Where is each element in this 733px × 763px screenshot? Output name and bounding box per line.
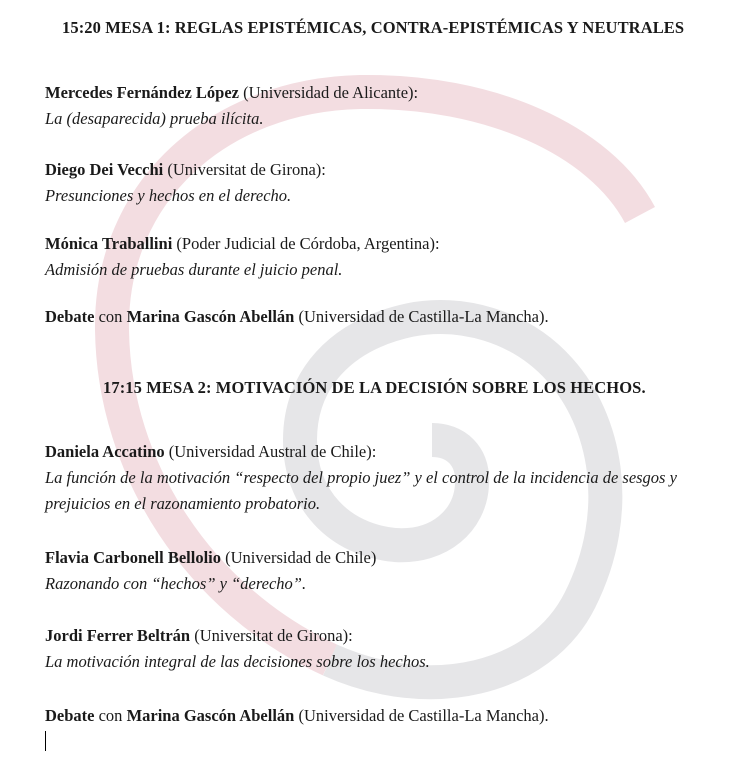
debate-label: Debate bbox=[45, 307, 95, 326]
talk-entry bbox=[45, 80, 715, 132]
debate-connector: con bbox=[94, 706, 127, 725]
speaker-affiliation: (Universitat de Girona): bbox=[190, 626, 353, 645]
moderator-name: Marina Gascón Abellán bbox=[126, 307, 295, 326]
debate-line bbox=[45, 304, 715, 330]
speaker-name: Daniela Accatino bbox=[45, 442, 165, 461]
speaker-affiliation: (Universitat de Girona): bbox=[163, 160, 326, 179]
speaker-name: Flavia Carbonell Bellolio bbox=[45, 548, 221, 567]
moderator-affiliation: (Universidad de Castilla-La Mancha). bbox=[294, 307, 549, 326]
debate-label: Debate bbox=[45, 706, 95, 725]
debate-connector: con bbox=[94, 307, 127, 326]
speaker-name: Diego Dei Vecchi bbox=[45, 160, 164, 179]
talk-title: La motivación integral de las decisiones sobre los hechos. bbox=[45, 652, 430, 671]
talk-entry bbox=[45, 231, 715, 283]
talk-entry bbox=[45, 439, 715, 517]
speaker-affiliation: (Poder Judicial de Córdoba, Argentina): bbox=[172, 234, 440, 253]
talk-title: Presunciones y hechos en el derecho. bbox=[45, 186, 292, 205]
talk-title: Razonando con “hechos” y “derecho”. bbox=[45, 574, 307, 593]
talk-entry bbox=[45, 157, 715, 209]
talk-entry bbox=[45, 623, 715, 675]
debate-line bbox=[45, 703, 715, 729]
talk-entry bbox=[45, 545, 715, 597]
speaker-name: Mónica Traballini bbox=[45, 234, 173, 253]
moderator-name: Marina Gascón Abellán bbox=[126, 706, 295, 725]
talk-title: Admisión de pruebas durante el juicio penal. bbox=[45, 260, 343, 279]
text-cursor[interactable] bbox=[45, 731, 46, 751]
speaker-name: Mercedes Fernández López bbox=[45, 83, 239, 102]
speaker-name: Jordi Ferrer Beltrán bbox=[45, 626, 191, 645]
session-2-heading: 17:15 MESA 2: MOTIVACIÓN DE LA DECISIÓN SOBRE LOS HECHOS. bbox=[103, 378, 646, 397]
speaker-affiliation: (Universidad de Chile) bbox=[221, 548, 377, 567]
talk-title: La función de la motivación “respecto del propio juez” y el control de la incidencia de sesgos y prejuicios en el razonamiento probatorio. bbox=[45, 468, 677, 513]
speaker-affiliation: (Universidad Austral de Chile): bbox=[164, 442, 377, 461]
moderator-affiliation: (Universidad de Castilla-La Mancha). bbox=[294, 706, 549, 725]
talk-title: La (desaparecida) prueba ilícita. bbox=[45, 109, 264, 128]
session-1-heading: 15:20 MESA 1: REGLAS EPISTÉMICAS, CONTRA-EPISTÉMICAS Y NEUTRALES bbox=[62, 18, 685, 37]
speaker-affiliation: (Universidad de Alicante): bbox=[238, 83, 419, 102]
